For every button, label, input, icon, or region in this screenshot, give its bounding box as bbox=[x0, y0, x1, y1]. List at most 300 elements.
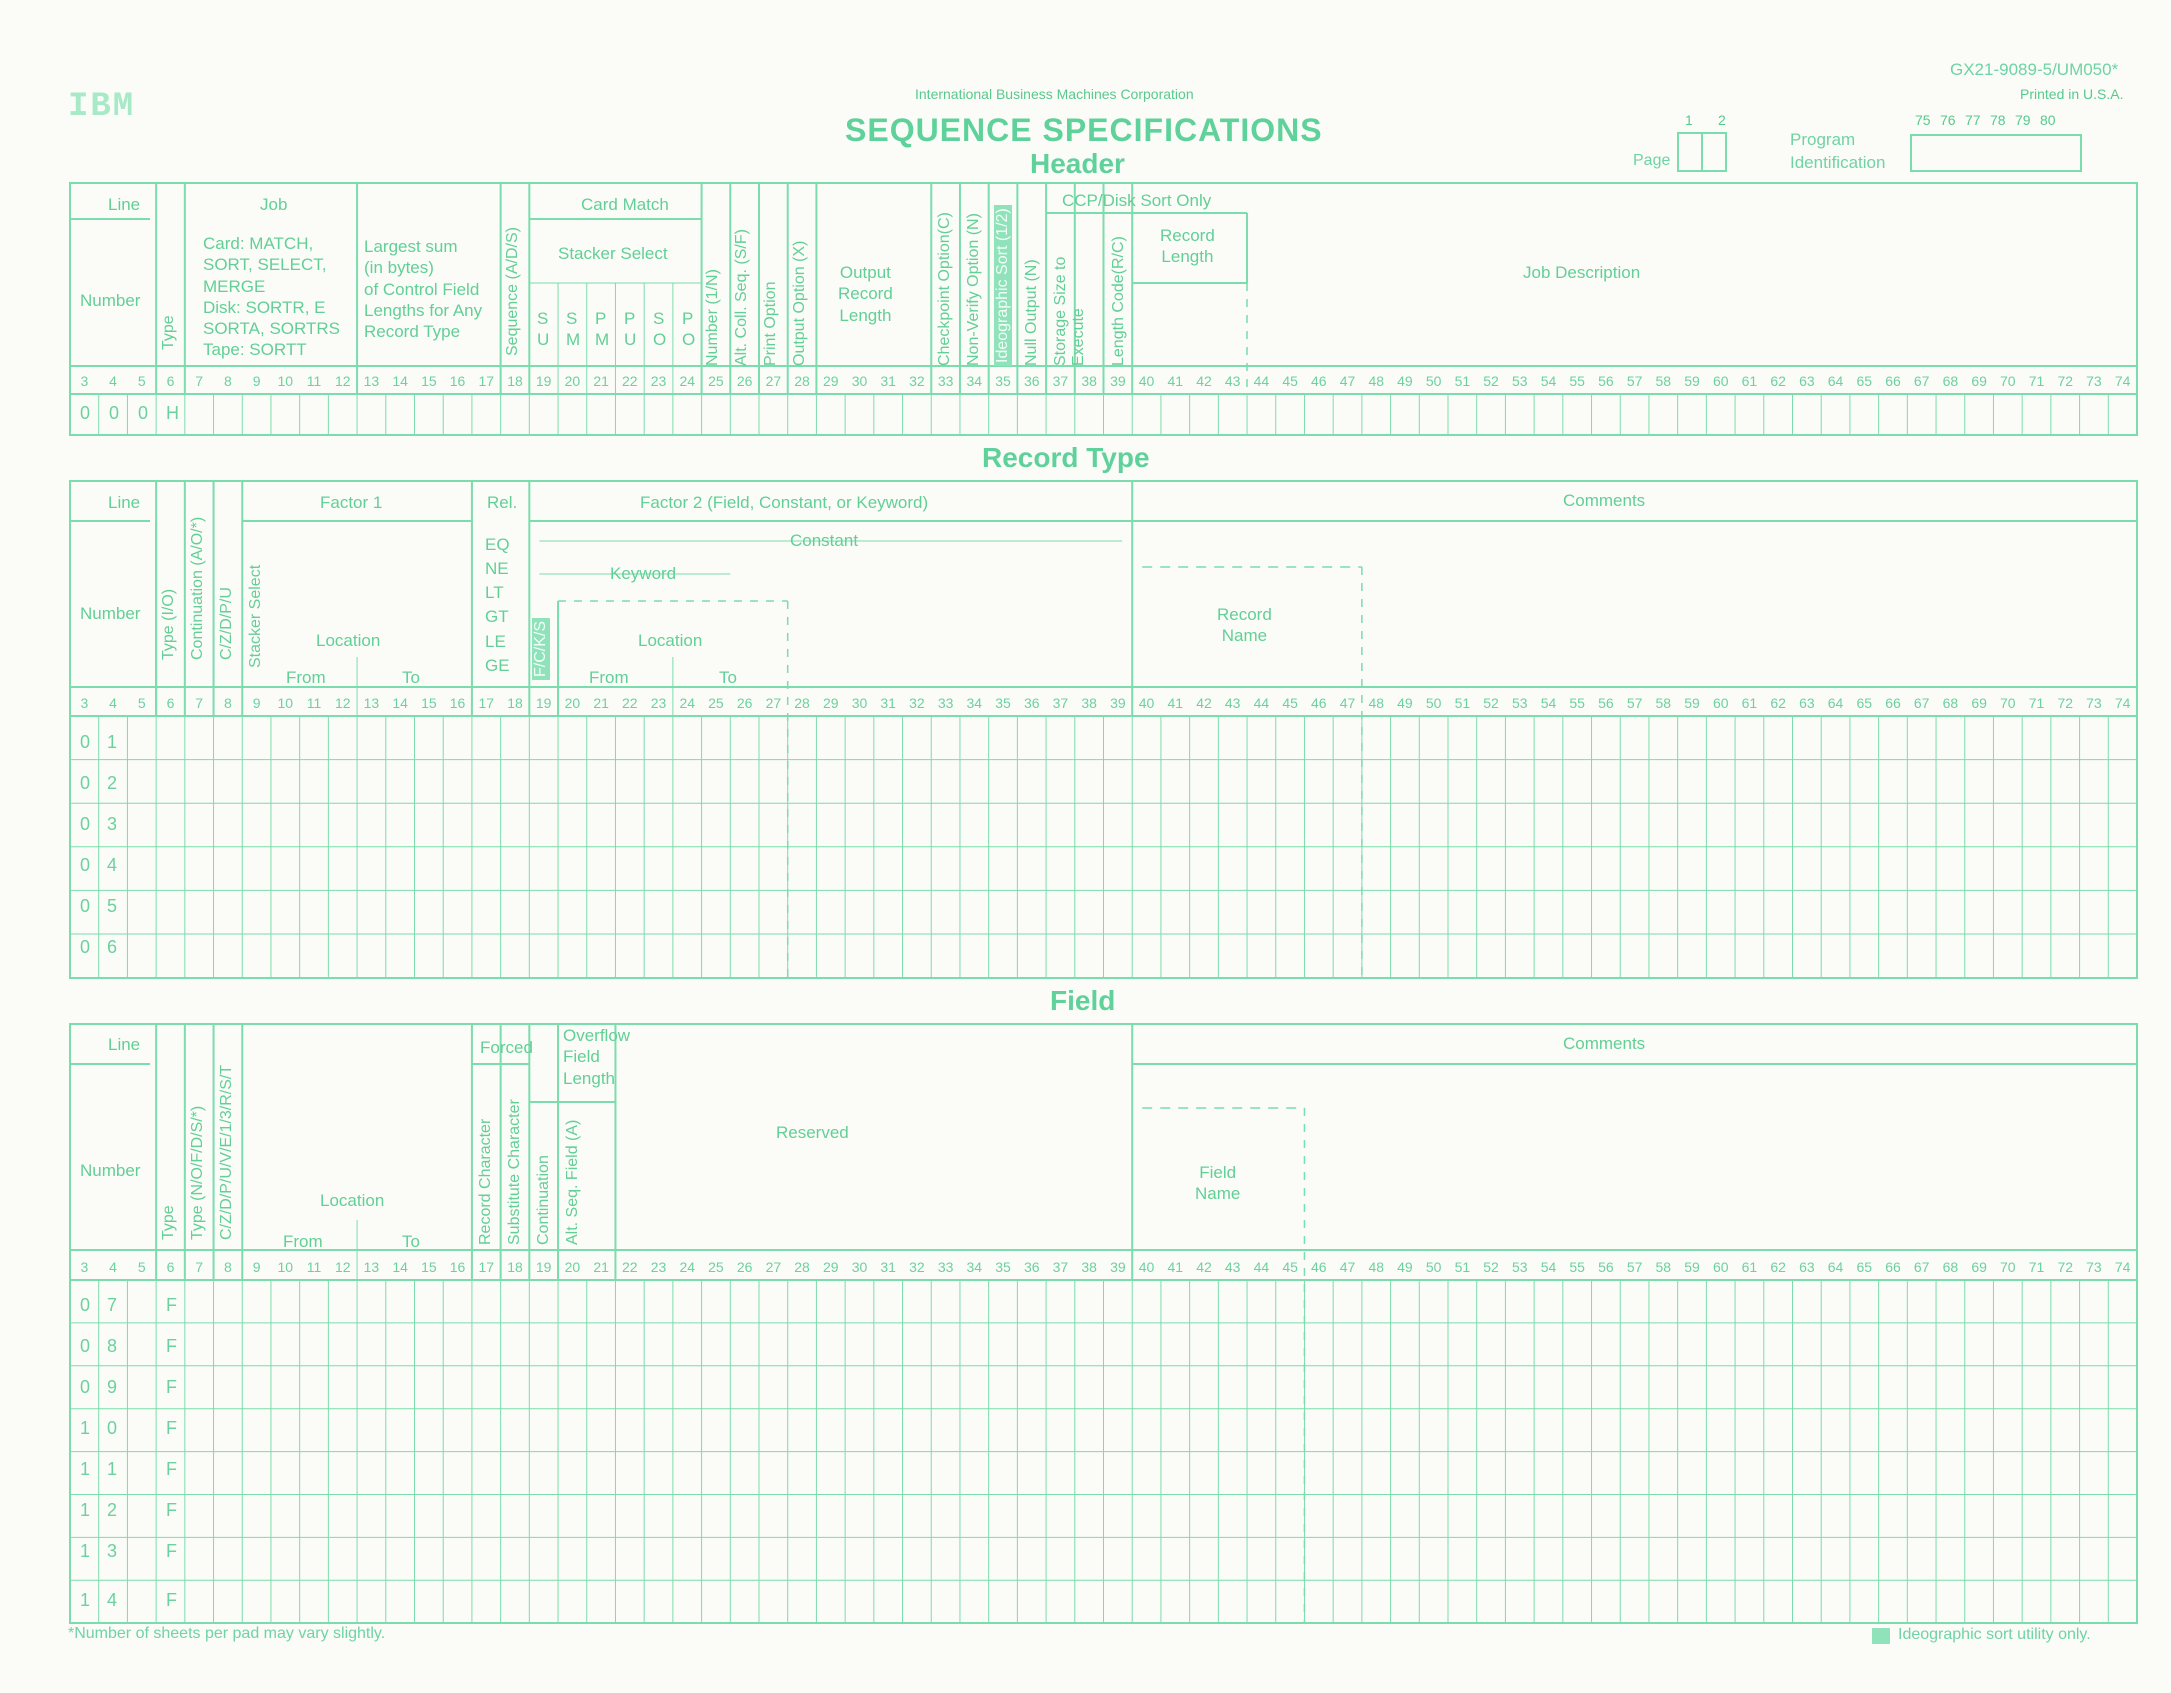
svg-text:15: 15 bbox=[421, 695, 437, 711]
svg-text:43: 43 bbox=[1224, 1259, 1241, 1275]
svg-text:72: 72 bbox=[2057, 695, 2074, 711]
hdr-line-label: Line bbox=[108, 195, 141, 214]
svg-text:61: 61 bbox=[1741, 373, 1758, 389]
program-col-76: 76 bbox=[1940, 112, 1956, 128]
svg-text:58: 58 bbox=[1655, 373, 1672, 389]
rec-constant-label: Constant bbox=[790, 531, 859, 550]
svg-text:31: 31 bbox=[880, 695, 896, 711]
svg-text:38: 38 bbox=[1081, 1259, 1097, 1275]
fld-row-5-b[interactable]: 1 bbox=[107, 1459, 118, 1479]
svg-text:55: 55 bbox=[1569, 373, 1585, 389]
fld-forced-label: Forced bbox=[480, 1038, 533, 1057]
svg-text:51: 51 bbox=[1454, 1259, 1471, 1275]
hdr-job-desc: Card: MATCH, SORT, SELECT, MERGE Disk: SORTR, E SORTA, SORTRS Tape: SORTT bbox=[203, 234, 340, 360]
rec-factor2-label: Factor 2 (Field, Constant, or Keyword) bbox=[640, 493, 929, 512]
svg-text:70: 70 bbox=[2000, 695, 2016, 711]
rec-row-1-b[interactable]: 1 bbox=[107, 732, 118, 752]
svg-text:7: 7 bbox=[195, 695, 204, 711]
svg-text:33: 33 bbox=[937, 373, 954, 389]
svg-text:53: 53 bbox=[1511, 695, 1528, 711]
fld-row-2-a[interactable]: 0 bbox=[80, 1336, 91, 1356]
fld-row-6-b[interactable]: 2 bbox=[107, 1500, 118, 1520]
svg-text:72: 72 bbox=[2057, 1259, 2074, 1275]
svg-text:40: 40 bbox=[1138, 1259, 1155, 1275]
svg-text:24: 24 bbox=[679, 1259, 696, 1275]
fld-row-6-a[interactable]: 1 bbox=[80, 1500, 91, 1520]
svg-text:54: 54 bbox=[1540, 373, 1557, 389]
svg-text:33: 33 bbox=[937, 695, 954, 711]
svg-text:30: 30 bbox=[851, 373, 868, 389]
svg-text:29: 29 bbox=[822, 1259, 839, 1275]
svg-text:18: 18 bbox=[507, 373, 523, 389]
svg-text:23: 23 bbox=[650, 695, 667, 711]
svg-text:12: 12 bbox=[334, 695, 351, 711]
svg-text:12: 12 bbox=[334, 1259, 351, 1275]
fld-row-8-a[interactable]: 1 bbox=[80, 1590, 91, 1610]
svg-text:73: 73 bbox=[2086, 695, 2102, 711]
rec-from-label: From bbox=[286, 668, 326, 687]
fld-alt-seq-label: Alt. Seq. Field (A) bbox=[564, 1119, 581, 1245]
svg-text:35: 35 bbox=[995, 1259, 1011, 1275]
svg-text:61: 61 bbox=[1741, 695, 1758, 711]
svg-text:51: 51 bbox=[1454, 373, 1471, 389]
svg-text:37: 37 bbox=[1052, 1259, 1069, 1275]
svg-text:20: 20 bbox=[564, 373, 581, 389]
svg-text:62: 62 bbox=[1770, 373, 1786, 389]
svg-text:5: 5 bbox=[137, 1259, 146, 1275]
fld-row-2-b[interactable]: 8 bbox=[107, 1336, 118, 1356]
svg-text:40: 40 bbox=[1138, 695, 1155, 711]
svg-text:65: 65 bbox=[1856, 695, 1873, 711]
svg-text:44: 44 bbox=[1253, 1259, 1270, 1275]
svg-text:22: 22 bbox=[622, 373, 638, 389]
hdr-job-label: Job bbox=[260, 195, 288, 214]
svg-text:57: 57 bbox=[1626, 695, 1643, 711]
rec-comments-label: Comments bbox=[1563, 491, 1646, 510]
svg-text:59: 59 bbox=[1684, 373, 1700, 389]
rec-from2-label: From bbox=[589, 668, 629, 687]
hdr-row-v4[interactable]: H bbox=[166, 403, 179, 423]
rec-to-label: To bbox=[402, 668, 420, 687]
svg-text:29: 29 bbox=[822, 373, 839, 389]
svg-text:12: 12 bbox=[334, 373, 351, 389]
hdr-type-label: Type bbox=[160, 315, 177, 350]
page-title: SEQUENCE SPECIFICATIONS bbox=[845, 112, 1323, 148]
svg-text:28: 28 bbox=[794, 695, 810, 711]
svg-text:45: 45 bbox=[1282, 373, 1298, 389]
svg-text:39: 39 bbox=[1110, 373, 1126, 389]
svg-text:73: 73 bbox=[2086, 1259, 2102, 1275]
svg-text:4: 4 bbox=[109, 373, 117, 389]
fld-row-3-c[interactable]: F bbox=[166, 1377, 177, 1397]
svg-text:47: 47 bbox=[1339, 373, 1356, 389]
page-label: Page bbox=[1633, 152, 1671, 169]
rec-row-3-a[interactable]: 0 bbox=[80, 814, 91, 834]
svg-text:39: 39 bbox=[1110, 695, 1126, 711]
hdr-job-description-label: Job Description bbox=[1523, 263, 1641, 282]
svg-text:16: 16 bbox=[449, 695, 466, 711]
rec-row-3-b[interactable]: 3 bbox=[107, 814, 118, 834]
svg-text:5: 5 bbox=[137, 695, 146, 711]
svg-text:46: 46 bbox=[1311, 373, 1327, 389]
svg-text:48: 48 bbox=[1368, 695, 1385, 711]
svg-text:17: 17 bbox=[478, 695, 495, 711]
svg-text:20: 20 bbox=[564, 1259, 581, 1275]
svg-text:6: 6 bbox=[166, 695, 175, 711]
svg-text:9: 9 bbox=[252, 373, 261, 389]
fld-row-5-c[interactable]: F bbox=[166, 1459, 177, 1479]
svg-text:60: 60 bbox=[1712, 695, 1729, 711]
svg-text:25: 25 bbox=[708, 695, 724, 711]
svg-text:34: 34 bbox=[966, 373, 983, 389]
fld-overflow-label: Overflow Field Length bbox=[563, 1026, 631, 1088]
svg-text:52: 52 bbox=[1483, 1259, 1499, 1275]
svg-text:27: 27 bbox=[765, 695, 782, 711]
hdr-stacker-select-label: Stacker Select bbox=[558, 244, 668, 263]
svg-text:44: 44 bbox=[1253, 373, 1270, 389]
fld-row-1-c[interactable]: F bbox=[166, 1295, 177, 1315]
svg-text:32: 32 bbox=[909, 695, 925, 711]
svg-text:67: 67 bbox=[1913, 695, 1930, 711]
hdr-stacker-pm: P M bbox=[595, 309, 610, 350]
svg-text:9: 9 bbox=[252, 695, 261, 711]
svg-text:29: 29 bbox=[822, 695, 839, 711]
svg-text:63: 63 bbox=[1799, 1259, 1815, 1275]
svg-text:67: 67 bbox=[1913, 1259, 1930, 1275]
hdr-length-code-label: Length Code(R/C) bbox=[1110, 236, 1127, 366]
fld-record-char-label: Record Character bbox=[477, 1118, 494, 1245]
svg-text:40: 40 bbox=[1138, 373, 1155, 389]
svg-text:42: 42 bbox=[1196, 1259, 1212, 1275]
svg-text:30: 30 bbox=[851, 695, 868, 711]
svg-text:11: 11 bbox=[306, 1259, 322, 1275]
svg-text:27: 27 bbox=[765, 1259, 782, 1275]
svg-text:19: 19 bbox=[535, 1259, 552, 1275]
hdr-stacker-su: S U bbox=[537, 309, 550, 350]
svg-text:7: 7 bbox=[195, 373, 204, 389]
svg-text:36: 36 bbox=[1023, 373, 1040, 389]
program-col-80: 80 bbox=[2040, 112, 2056, 128]
program-col-77: 77 bbox=[1965, 112, 1981, 128]
identification-label: Identification bbox=[1790, 153, 1886, 172]
svg-text:5: 5 bbox=[137, 373, 146, 389]
fld-field-name: Field Name bbox=[1195, 1163, 1241, 1204]
svg-text:45: 45 bbox=[1282, 1259, 1298, 1275]
svg-text:68: 68 bbox=[1942, 373, 1959, 389]
svg-text:21: 21 bbox=[593, 695, 609, 711]
hdr-non-verify-label: Non-Verify Option (N) bbox=[965, 213, 982, 366]
svg-text:74: 74 bbox=[2114, 1259, 2131, 1275]
hdr-print-option-label: Print Option bbox=[762, 281, 779, 366]
fld-row-7-a[interactable]: 1 bbox=[80, 1541, 91, 1561]
rec-fck-label: F/C/K/S bbox=[532, 618, 550, 680]
svg-text:64: 64 bbox=[1827, 695, 1844, 711]
svg-text:34: 34 bbox=[966, 695, 983, 711]
hdr-stacker-sm: S M bbox=[566, 309, 581, 350]
svg-text:57: 57 bbox=[1626, 373, 1643, 389]
svg-text:24: 24 bbox=[679, 695, 696, 711]
svg-text:68: 68 bbox=[1942, 695, 1959, 711]
page-col-1: 1 bbox=[1685, 112, 1693, 128]
rec-to2-label: To bbox=[719, 668, 737, 687]
svg-text:18: 18 bbox=[507, 1259, 523, 1275]
form-number: GX21-9089-5/UM050* bbox=[1950, 60, 2119, 79]
svg-text:6: 6 bbox=[166, 373, 175, 389]
rec-row-4-a[interactable]: 0 bbox=[80, 855, 91, 875]
svg-text:9: 9 bbox=[252, 1259, 261, 1275]
svg-text:64: 64 bbox=[1827, 1259, 1844, 1275]
svg-text:44: 44 bbox=[1253, 695, 1270, 711]
fld-row-8-c[interactable]: F bbox=[166, 1590, 177, 1610]
fld-row-1-a[interactable]: 0 bbox=[80, 1295, 91, 1315]
svg-text:66: 66 bbox=[1885, 1259, 1901, 1275]
svg-text:50: 50 bbox=[1425, 373, 1442, 389]
fld-row-7-b[interactable]: 3 bbox=[107, 1541, 118, 1561]
fld-from-label: From bbox=[283, 1232, 323, 1251]
svg-text:55: 55 bbox=[1569, 1259, 1585, 1275]
svg-text:37: 37 bbox=[1052, 695, 1069, 711]
fld-comments-label: Comments bbox=[1563, 1034, 1646, 1053]
svg-text:41: 41 bbox=[1167, 373, 1184, 389]
svg-text:65: 65 bbox=[1856, 1259, 1873, 1275]
svg-text:25: 25 bbox=[708, 373, 724, 389]
svg-text:49: 49 bbox=[1397, 695, 1413, 711]
svg-text:56: 56 bbox=[1598, 695, 1614, 711]
svg-text:68: 68 bbox=[1942, 1259, 1959, 1275]
rec-record-name: Record Name bbox=[1217, 605, 1272, 646]
svg-text:70: 70 bbox=[2000, 1259, 2016, 1275]
svg-text:58: 58 bbox=[1655, 695, 1672, 711]
svg-text:32: 32 bbox=[909, 373, 925, 389]
hdr-stacker-pu: P U bbox=[624, 309, 637, 350]
svg-text:10: 10 bbox=[277, 373, 294, 389]
svg-text:3: 3 bbox=[80, 695, 89, 711]
svg-text:63: 63 bbox=[1799, 373, 1815, 389]
fld-location-label: Location bbox=[320, 1191, 385, 1210]
fld-row-8-b[interactable]: 4 bbox=[107, 1590, 118, 1610]
printed-in: Printed in U.S.A. bbox=[2020, 86, 2124, 102]
rec-stacker-label: Stacker Select bbox=[247, 564, 264, 668]
svg-text:31: 31 bbox=[880, 373, 896, 389]
fld-row-4-c[interactable]: F bbox=[166, 1418, 177, 1438]
svg-text:48: 48 bbox=[1368, 373, 1385, 389]
svg-text:66: 66 bbox=[1885, 695, 1901, 711]
svg-text:55: 55 bbox=[1569, 695, 1585, 711]
hdr-stacker-po: P O bbox=[682, 309, 696, 350]
svg-text:38: 38 bbox=[1081, 695, 1097, 711]
rec-location-label: Location bbox=[316, 631, 381, 650]
program-col-78: 78 bbox=[1990, 112, 2006, 128]
hdr-stacker-so: S O bbox=[653, 309, 667, 350]
legend-swatch bbox=[1872, 1628, 1890, 1644]
hdr-sequence-label: Sequence (A/D/S) bbox=[504, 227, 521, 356]
svg-text:15: 15 bbox=[421, 373, 437, 389]
hdr-output-option-label: Output Option (X) bbox=[791, 240, 808, 366]
svg-text:31: 31 bbox=[880, 1259, 896, 1275]
rec-keyword-label: Keyword bbox=[610, 564, 677, 583]
svg-text:63: 63 bbox=[1799, 695, 1815, 711]
svg-text:62: 62 bbox=[1770, 695, 1786, 711]
hdr-row-v2[interactable]: 0 bbox=[109, 403, 120, 423]
svg-text:15: 15 bbox=[421, 1259, 437, 1275]
hdr-largest-sum: Largest sum (in bytes) of Control Field Lengths for Any Record Type bbox=[364, 237, 483, 341]
fld-row-4-a[interactable]: 1 bbox=[80, 1418, 91, 1438]
svg-text:60: 60 bbox=[1712, 373, 1729, 389]
svg-text:11: 11 bbox=[306, 373, 322, 389]
svg-text:71: 71 bbox=[2028, 373, 2045, 389]
rec-line-label: Line bbox=[108, 493, 141, 512]
svg-text:4: 4 bbox=[109, 1259, 117, 1275]
svg-text:13: 13 bbox=[363, 1259, 380, 1275]
rec-factor1-label: Factor 1 bbox=[320, 493, 383, 512]
ibm-logo: IBM bbox=[68, 88, 136, 126]
program-label: Program bbox=[1790, 130, 1856, 149]
svg-text:4: 4 bbox=[109, 695, 117, 711]
svg-text:16: 16 bbox=[449, 373, 466, 389]
svg-text:54: 54 bbox=[1540, 695, 1557, 711]
rec-rel-ops: EQ NE LT GT LE GE bbox=[485, 535, 510, 675]
hdr-checkpoint-label: Checkpoint Option(C) bbox=[936, 212, 953, 366]
fld-number-label: Number bbox=[80, 1161, 141, 1180]
rec-continuation-label: Continuation (A/O/*) bbox=[189, 516, 206, 660]
svg-text:32: 32 bbox=[909, 1259, 925, 1275]
rec-row-1-a[interactable]: 0 bbox=[80, 732, 91, 752]
page-col-2: 2 bbox=[1718, 112, 1726, 128]
svg-text:65: 65 bbox=[1856, 373, 1873, 389]
fld-row-3-a[interactable]: 0 bbox=[80, 1377, 91, 1397]
svg-text:3: 3 bbox=[80, 373, 89, 389]
fld-row-7-c[interactable]: F bbox=[166, 1541, 177, 1561]
fld-row-3-b[interactable]: 9 bbox=[107, 1377, 118, 1397]
svg-text:24: 24 bbox=[679, 373, 696, 389]
svg-text:56: 56 bbox=[1598, 1259, 1614, 1275]
rec-row-6-a[interactable]: 0 bbox=[80, 937, 91, 957]
svg-text:23: 23 bbox=[650, 373, 667, 389]
svg-text:49: 49 bbox=[1397, 1259, 1413, 1275]
svg-text:13: 13 bbox=[363, 373, 380, 389]
rec-row-4-b[interactable]: 4 bbox=[107, 855, 118, 875]
svg-text:28: 28 bbox=[794, 373, 810, 389]
svg-text:10: 10 bbox=[277, 695, 294, 711]
svg-text:50: 50 bbox=[1425, 1259, 1442, 1275]
svg-text:26: 26 bbox=[736, 373, 753, 389]
svg-text:49: 49 bbox=[1397, 373, 1413, 389]
svg-text:62: 62 bbox=[1770, 1259, 1786, 1275]
hdr-row-v3[interactable]: 0 bbox=[138, 403, 149, 423]
svg-text:26: 26 bbox=[736, 1259, 753, 1275]
svg-text:7: 7 bbox=[195, 1259, 204, 1275]
svg-text:74: 74 bbox=[2114, 373, 2131, 389]
svg-text:69: 69 bbox=[1971, 1259, 1987, 1275]
svg-text:71: 71 bbox=[2028, 1259, 2045, 1275]
svg-text:22: 22 bbox=[622, 695, 638, 711]
svg-text:66: 66 bbox=[1885, 373, 1901, 389]
svg-text:34: 34 bbox=[966, 1259, 983, 1275]
svg-text:13: 13 bbox=[363, 695, 380, 711]
fld-row-4-b[interactable]: 0 bbox=[107, 1418, 118, 1438]
svg-text:46: 46 bbox=[1311, 1259, 1327, 1275]
program-col-75: 75 bbox=[1915, 112, 1931, 128]
svg-text:42: 42 bbox=[1196, 695, 1212, 711]
svg-text:73: 73 bbox=[2086, 373, 2102, 389]
fld-continuation-label: Continuation bbox=[535, 1155, 552, 1245]
fld-row-6-c[interactable]: F bbox=[166, 1500, 177, 1520]
svg-text:37: 37 bbox=[1052, 373, 1069, 389]
svg-text:35: 35 bbox=[995, 695, 1011, 711]
fld-to-label: To bbox=[402, 1232, 420, 1251]
svg-text:21: 21 bbox=[593, 1259, 609, 1275]
fld-row-2-c[interactable]: F bbox=[166, 1336, 177, 1356]
svg-text:36: 36 bbox=[1023, 1259, 1040, 1275]
rec-location2-label: Location bbox=[638, 631, 703, 650]
svg-text:3: 3 bbox=[80, 1259, 89, 1275]
svg-text:50: 50 bbox=[1425, 695, 1442, 711]
hdr-card-match-label: Card Match bbox=[581, 195, 669, 214]
rec-czd-label: C/Z/D/P/U bbox=[218, 587, 235, 660]
hdr-null-output-label: Null Output (N) bbox=[1023, 259, 1040, 366]
hdr-row-v1[interactable]: 0 bbox=[80, 403, 91, 423]
svg-text:59: 59 bbox=[1684, 695, 1700, 711]
legend-text: Ideographic sort utility only. bbox=[1898, 1626, 2091, 1643]
svg-text:51: 51 bbox=[1454, 695, 1471, 711]
svg-text:14: 14 bbox=[392, 373, 408, 389]
rec-row-5-b[interactable]: 5 bbox=[107, 896, 118, 916]
hdr-number-label: Number bbox=[80, 291, 141, 310]
rec-number-label: Number bbox=[80, 604, 141, 623]
svg-text:36: 36 bbox=[1023, 695, 1040, 711]
rec-row-5-a[interactable]: 0 bbox=[80, 896, 91, 916]
svg-text:26: 26 bbox=[736, 695, 753, 711]
svg-text:14: 14 bbox=[392, 1259, 408, 1275]
fld-row-1-b[interactable]: 7 bbox=[107, 1295, 118, 1315]
svg-text:46: 46 bbox=[1311, 695, 1327, 711]
fld-type2-label: Type (N/O/F/D/S/*) bbox=[189, 1105, 206, 1240]
fld-row-5-a[interactable]: 1 bbox=[80, 1459, 91, 1479]
svg-text:58: 58 bbox=[1655, 1259, 1672, 1275]
svg-text:22: 22 bbox=[622, 1259, 638, 1275]
section-record-type-title: Record Type bbox=[982, 442, 1150, 473]
svg-text:57: 57 bbox=[1626, 1259, 1643, 1275]
svg-text:67: 67 bbox=[1913, 373, 1930, 389]
rec-row-6-b[interactable]: 6 bbox=[107, 937, 118, 957]
svg-text:48: 48 bbox=[1368, 1259, 1385, 1275]
svg-text:11: 11 bbox=[306, 695, 322, 711]
svg-text:8: 8 bbox=[223, 695, 232, 711]
footer-note: *Number of sheets per pad may vary slightly. bbox=[68, 1625, 386, 1642]
fld-czd-label: C/Z/D/P/U/V/E/1/3/R/S/T bbox=[218, 1064, 235, 1240]
svg-text:17: 17 bbox=[478, 1259, 495, 1275]
svg-text:16: 16 bbox=[449, 1259, 466, 1275]
svg-text:20: 20 bbox=[564, 695, 581, 711]
company-name: International Business Machines Corporation bbox=[915, 86, 1194, 102]
svg-text:69: 69 bbox=[1971, 373, 1987, 389]
svg-text:69: 69 bbox=[1971, 695, 1987, 711]
fld-reserved-label: Reserved bbox=[776, 1123, 849, 1142]
svg-text:23: 23 bbox=[650, 1259, 667, 1275]
rec-row-2-a[interactable]: 0 bbox=[80, 773, 91, 793]
svg-text:14: 14 bbox=[392, 695, 408, 711]
svg-text:59: 59 bbox=[1684, 1259, 1700, 1275]
svg-text:52: 52 bbox=[1483, 695, 1499, 711]
svg-text:10: 10 bbox=[277, 1259, 294, 1275]
rec-row-2-b[interactable]: 2 bbox=[107, 773, 118, 793]
svg-text:19: 19 bbox=[535, 695, 552, 711]
svg-text:56: 56 bbox=[1598, 373, 1614, 389]
hdr-ideographic-label: Ideographic Sort (1/2) bbox=[994, 205, 1012, 366]
svg-text:25: 25 bbox=[708, 1259, 724, 1275]
section-field-title: Field bbox=[1050, 985, 1116, 1016]
svg-text:35: 35 bbox=[995, 373, 1011, 389]
